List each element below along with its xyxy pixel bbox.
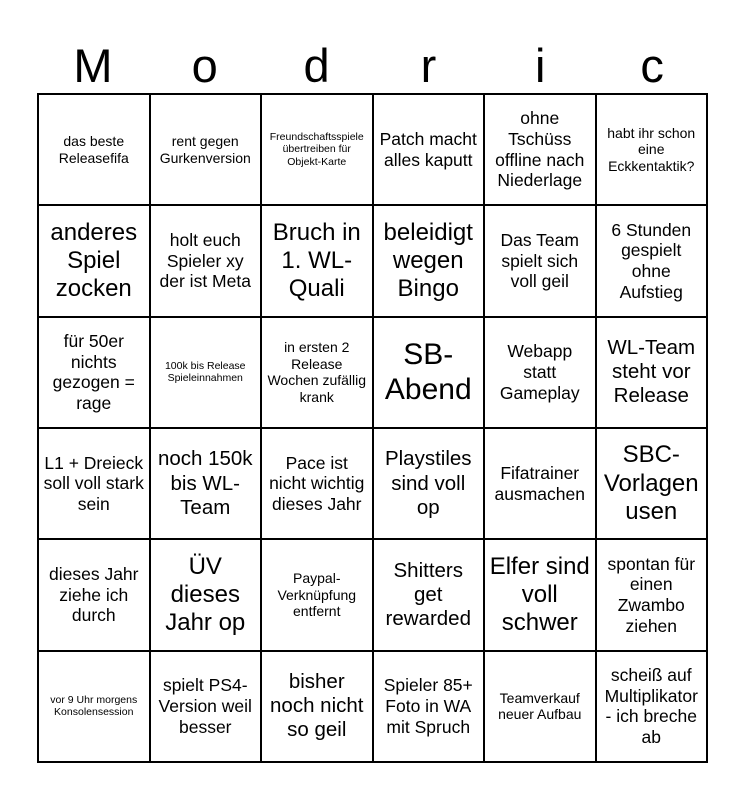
bingo-cell-text: Freundschaftsspiele übertreiben für Objekt-Karte (269, 131, 364, 168)
title-letter: c (640, 39, 664, 92)
bingo-cell[interactable] (261, 428, 373, 539)
bingo-cell-text: 100k bis Release Spieleinnahmen (164, 359, 246, 385)
bingo-cell[interactable] (596, 539, 708, 650)
bingo-cell[interactable] (484, 539, 596, 650)
bingo-title (37, 38, 708, 94)
bingo-cell-text: Paypal-Verknüpfung entfernt (277, 570, 357, 620)
bingo-cell-text: vor 9 Uhr morgens Konsolensession (50, 693, 138, 719)
bingo-cell-text: beleidigt wegen Bingo (383, 218, 473, 303)
bingo-cell-text: 6 Stunden gespielt ohne Aufstieg (611, 219, 692, 302)
bingo-cell[interactable] (38, 651, 150, 762)
title-letter: M (73, 39, 113, 92)
bingo-cell[interactable] (596, 94, 708, 205)
bingo-cell[interactable] (373, 205, 485, 316)
bingo-board (37, 93, 708, 763)
bingo-cell-text: spontan für einen Zwambo ziehen (607, 553, 696, 636)
bingo-cell-text: SBC-Vorlagen usen (603, 441, 699, 525)
bingo-cell[interactable] (38, 539, 150, 650)
bingo-cell-text: spielt PS4-Version weil besser (158, 675, 252, 737)
bingo-cell[interactable] (484, 94, 596, 205)
bingo-cell-text: Teamverkauf neuer Aufbau (498, 689, 582, 723)
bingo-cell-text: L1 + Dreieck soll voll stark sein (43, 452, 144, 514)
bingo-cell-text: Spieler 85+ Foto in WA mit Spruch (383, 675, 473, 737)
title-letter: d (303, 39, 330, 92)
bingo-cell[interactable] (150, 651, 262, 762)
bingo-cell-text: scheiß auf Multiplikator - ich breche ab (604, 665, 698, 747)
bingo-cell-text: für 50er nichts gezogen = rage (52, 331, 135, 413)
bingo-cell-text: Shitters get rewarded (385, 558, 471, 631)
bingo-cell-text: holt euch Spieler xy der ist Meta (159, 230, 251, 292)
bingo-cell-text: das beste Releasefifa (58, 133, 129, 166)
bingo-cell[interactable] (373, 94, 485, 205)
bingo-cell[interactable] (261, 651, 373, 762)
bingo-cell[interactable] (261, 94, 373, 205)
bingo-cell[interactable] (150, 94, 262, 205)
bingo-cell[interactable] (373, 651, 485, 762)
bingo-cell[interactable] (484, 317, 596, 428)
bingo-cell[interactable] (38, 317, 150, 428)
bingo-cell[interactable] (596, 428, 708, 539)
bingo-cell-text: bisher noch nicht so geil (270, 670, 364, 742)
bingo-cell[interactable] (38, 205, 150, 316)
bingo-cell[interactable] (373, 428, 485, 539)
bingo-cell[interactable] (596, 205, 708, 316)
bingo-cell[interactable] (373, 317, 485, 428)
bingo-cell[interactable] (261, 205, 373, 316)
bingo-cell-text: Playstiles sind voll op (384, 447, 472, 519)
bingo-cell-text: Bruch in 1. WL-Quali (272, 218, 361, 303)
bingo-cell[interactable] (150, 317, 262, 428)
bingo-cell[interactable] (38, 94, 150, 205)
bingo-cell[interactable] (484, 205, 596, 316)
bingo-cell-text: in ersten 2 Release Wochen zufällig krank (267, 339, 367, 405)
bingo-cell-text: noch 150k bis WL-Team (157, 447, 253, 519)
bingo-cell[interactable] (261, 539, 373, 650)
bingo-cell-text: rent gegen Gurkenversion (159, 133, 251, 166)
bingo-cell[interactable] (261, 317, 373, 428)
bingo-cell-text: habt ihr schon eine Eckkentaktik? (607, 124, 696, 174)
bingo-cell[interactable] (484, 651, 596, 762)
bingo-cell-text: Fifatrainer ausmachen (494, 463, 585, 504)
bingo-cell[interactable] (38, 428, 150, 539)
bingo-cell-text: Das Team spielt sich voll geil (500, 230, 579, 292)
bingo-cell-text: anderes Spiel zocken (50, 218, 138, 303)
title-letter: o (191, 39, 218, 92)
bingo-cell-text: dieses Jahr ziehe ich durch (49, 564, 139, 626)
bingo-cell-text: ohne Tschüss offline nach Niederlage (495, 108, 585, 191)
bingo-cell-text: Patch macht alles kaputt (379, 129, 477, 170)
title-letter: i (535, 39, 546, 92)
bingo-cell[interactable] (484, 428, 596, 539)
bingo-cell-text: SB-Abend (384, 337, 472, 407)
bingo-cell-text: Elfer sind voll schwer (489, 552, 590, 637)
bingo-cell-text: ÜV dieses Jahr op (165, 552, 246, 637)
bingo-cell[interactable] (150, 428, 262, 539)
bingo-cell[interactable] (596, 651, 708, 762)
bingo-cell-text: Webapp statt Gameplay (499, 341, 580, 403)
bingo-cell[interactable] (373, 539, 485, 650)
bingo-cell-text: Pace ist nicht wichtig dieses Jahr (269, 452, 365, 514)
bingo-cell[interactable] (150, 539, 262, 650)
bingo-cell[interactable] (596, 317, 708, 428)
bingo-cell[interactable] (150, 205, 262, 316)
title-letter: r (420, 39, 437, 92)
bingo-cell-text: WL-Team steht vor Release (607, 336, 696, 408)
